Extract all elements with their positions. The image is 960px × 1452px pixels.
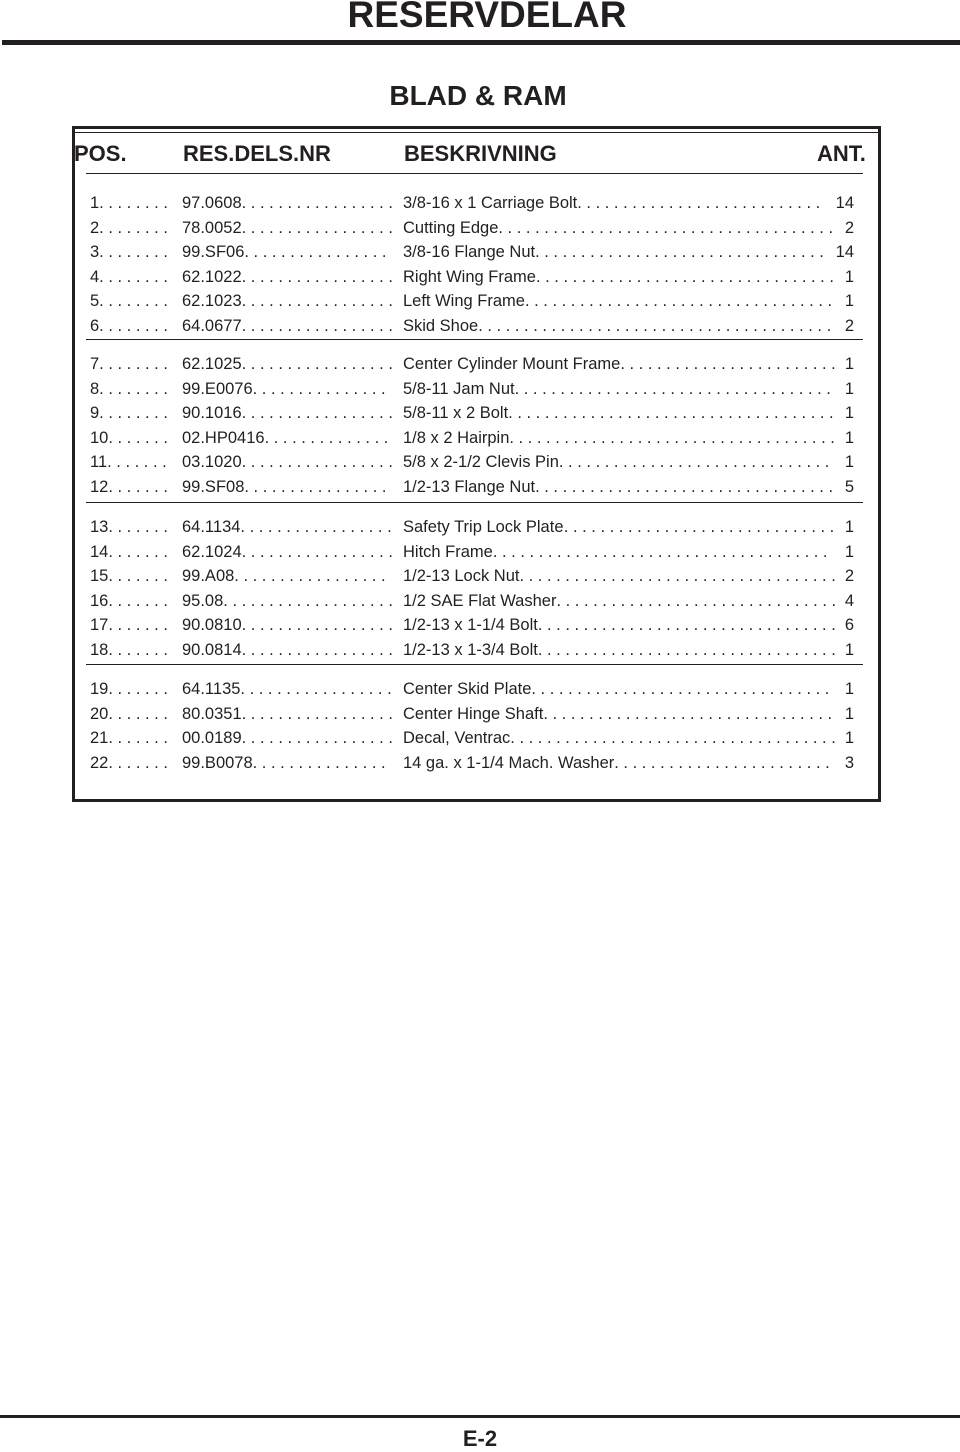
part-number: 90.0810 bbox=[182, 616, 242, 634]
part-description: Right Wing Frame bbox=[403, 267, 536, 286]
part-description: 5/8-11 x 2 Bolt bbox=[403, 404, 509, 422]
part-quantity: 1 bbox=[844, 680, 854, 698]
dot-leader: . . . . . . . bbox=[108, 591, 168, 610]
dot-leader: . . . . . . . bbox=[107, 453, 167, 471]
part-description: 14 ga. x 1-1/4 Mach. Washer bbox=[403, 753, 615, 772]
position-number: 9 bbox=[90, 404, 100, 422]
table-row bbox=[90, 515, 854, 539]
dot-leader: . . . . . . . . . . . . . . . . . . . . . . . . . . . . . . . . . . . . . bbox=[492, 542, 828, 561]
part-number: 64.1134 bbox=[182, 518, 241, 536]
part-number: 99.E0076 bbox=[182, 379, 253, 398]
dot-leader: . . . . . . . bbox=[108, 428, 168, 447]
dot-leader: . . . . . . . . . . . . . . . . . . . bbox=[223, 591, 393, 610]
dot-leader: . . . . . . . . . . . . . . bbox=[264, 428, 389, 447]
position-number: 10 bbox=[90, 428, 109, 447]
footer-rule bbox=[0, 1415, 960, 1418]
part-description: Left Wing Frame bbox=[403, 292, 525, 310]
dot-leader: . . . . . . . . . . . . . . . . . . . . . . . . . . . . . . . . . bbox=[531, 680, 830, 698]
part-quantity: 1 bbox=[844, 453, 854, 471]
dot-leader: . . . . . . . . bbox=[99, 379, 168, 398]
part-description: 1/2-13 Lock Nut bbox=[403, 567, 520, 585]
table-row bbox=[90, 540, 854, 564]
part-number: 90.0814 bbox=[182, 640, 242, 659]
dot-leader: . . . . . . . . . . . . . . . . . . . . . . . . . . . . . . . . bbox=[535, 243, 824, 261]
dot-leader: . . . . . . . . bbox=[99, 218, 168, 237]
dot-leader: . . . . . . . bbox=[108, 753, 168, 772]
table-row bbox=[90, 426, 854, 450]
dot-leader: . . . . . . . . . . . . . . . bbox=[252, 379, 386, 398]
dot-leader: . . . . . . . . . . . . . . . . . . . . . . . . . . . . . . . bbox=[556, 591, 837, 610]
part-number: 78.0052 bbox=[182, 218, 242, 237]
table-row bbox=[90, 265, 854, 289]
position-number: 15 bbox=[90, 567, 109, 585]
part-quantity: 6 bbox=[844, 616, 854, 634]
dot-leader: . . . . . . . . . . . . . . . . . bbox=[241, 292, 393, 310]
dot-leader: . . . . . . . . . . . . . . . . . . . . . . . . . . . . . . bbox=[563, 518, 835, 536]
position-number: 12 bbox=[90, 477, 109, 496]
column-header-pos: POS. bbox=[74, 141, 127, 166]
page-number: E-2 bbox=[462, 1426, 498, 1451]
table-row bbox=[90, 401, 854, 425]
dot-leader: . . . . . . . . bbox=[99, 316, 168, 335]
part-quantity: 1 bbox=[844, 518, 854, 536]
part-description: 1/2-13 x 1-3/4 Bolt bbox=[403, 640, 538, 659]
table-row bbox=[90, 352, 854, 376]
part-quantity: 1 bbox=[844, 355, 854, 373]
dot-leader: . . . . . . . . . . . . . . . . . bbox=[241, 218, 393, 237]
table-row bbox=[90, 677, 854, 701]
part-quantity: 1 bbox=[844, 267, 854, 286]
dot-leader: . . . . . . . bbox=[108, 729, 168, 747]
part-number: 03.1020 bbox=[182, 453, 242, 471]
part-quantity: 2 bbox=[844, 218, 854, 237]
part-description: 1/8 x 2 Hairpin bbox=[403, 428, 510, 447]
part-number: 99.SF06 bbox=[182, 243, 245, 261]
dot-leader: . . . . . . . bbox=[108, 680, 168, 698]
table-row bbox=[90, 613, 854, 637]
dot-leader: . . . . . . . . . . . . . . . . . . . . . . . . . . . . . . . . . . . . bbox=[510, 729, 836, 747]
table-row bbox=[90, 589, 854, 613]
dot-leader: . . . . . . . . . . . . . . . . . . . . . . . . . . . . . . . . . . bbox=[524, 292, 833, 310]
dot-leader: . . . . . . . . . . . . . . . . . bbox=[241, 729, 393, 747]
position-number: 7 bbox=[90, 355, 100, 373]
dot-leader: . . . . . . . . bbox=[99, 404, 168, 422]
position-number: 1 bbox=[90, 194, 100, 212]
position-number: 14 bbox=[90, 542, 109, 561]
group-divider bbox=[86, 339, 863, 340]
table-row bbox=[90, 216, 854, 240]
position-number: 5 bbox=[90, 292, 100, 310]
table-row bbox=[90, 240, 854, 264]
position-number: 3 bbox=[90, 243, 100, 261]
dot-leader: . . . . . . . . . . . . . . . . . bbox=[234, 567, 386, 585]
position-number: 4 bbox=[90, 267, 100, 286]
part-quantity: 1 bbox=[844, 292, 854, 310]
part-number: 80.0351 bbox=[182, 704, 242, 723]
part-number: 99.SF08 bbox=[182, 477, 245, 496]
dot-leader: . . . . . . . bbox=[108, 616, 168, 634]
table-row bbox=[90, 726, 854, 750]
position-number: 18 bbox=[90, 640, 109, 659]
part-description: 3/8-16 Flange Nut bbox=[403, 243, 536, 261]
dot-leader: . . . . . . . . . . . . . . . . . . . . . . . . . . . . . . . . . bbox=[537, 640, 836, 659]
part-description: Safety Trip Lock Plate bbox=[403, 518, 564, 536]
part-number: 62.1022 bbox=[182, 267, 242, 286]
position-number: 2 bbox=[90, 218, 100, 237]
part-quantity: 1 bbox=[844, 379, 854, 398]
part-description: Center Hinge Shaft bbox=[403, 704, 544, 723]
part-description: Decal, Ventrac bbox=[403, 729, 511, 747]
column-header-quantity: ANT. bbox=[817, 141, 866, 166]
part-quantity: 14 bbox=[835, 194, 854, 212]
position-number: 16 bbox=[90, 591, 109, 610]
part-description: 5/8-11 Jam Nut bbox=[403, 379, 515, 398]
part-quantity: 14 bbox=[835, 243, 854, 261]
table-row bbox=[90, 564, 854, 588]
part-quantity: 3 bbox=[844, 753, 854, 772]
part-description: 1/2-13 Flange Nut bbox=[403, 477, 536, 496]
dot-leader: . . . . . . . . . . . . . . . . . . . . . . . . bbox=[620, 355, 836, 373]
dot-leader: . . . . . . . . . . . . . . . . . . . . . . . . bbox=[614, 753, 830, 772]
dot-leader: . . . . . . . . . . . . . . . bbox=[252, 753, 386, 772]
part-number: 99.A08 bbox=[182, 567, 235, 585]
dot-leader: . . . . . . . . . . . . . . . . . . . . . . . . . . . . . . . . . bbox=[535, 267, 834, 286]
dot-leader: . . . . . . . . bbox=[99, 194, 168, 212]
dot-leader: . . . . . . . . . . . . . . . . . . . . . . . . . . . . . . . . . . . . bbox=[509, 428, 835, 447]
table-row bbox=[90, 377, 854, 401]
position-number: 11 bbox=[90, 453, 108, 471]
part-quantity: 1 bbox=[844, 704, 854, 723]
part-description: 1/2 SAE Flat Washer bbox=[403, 591, 557, 610]
part-description: Skid Shoe bbox=[403, 316, 479, 335]
dot-leader: . . . . . . . . . . . . . . . . . bbox=[241, 542, 393, 561]
dot-leader: . . . . . . . . . . . . . . . . . bbox=[241, 267, 393, 286]
position-number: 13 bbox=[90, 518, 109, 536]
dot-leader: . . . . . . . . . . . . . . . . . bbox=[241, 355, 393, 373]
dot-leader: . . . . . . . bbox=[108, 640, 168, 659]
dot-leader: . . . . . . . . . . . . . . . . . . . . . . . . . . . . . . . . . bbox=[537, 616, 836, 634]
part-number: 62.1024 bbox=[182, 542, 242, 561]
group-divider bbox=[86, 502, 863, 503]
position-number: 20 bbox=[90, 704, 109, 723]
part-number: 95.08 bbox=[182, 591, 224, 610]
part-quantity: 1 bbox=[844, 640, 854, 659]
dot-leader: . . . . . . . . . . . . . . . . . . . . . . . . . . . . . . bbox=[558, 453, 830, 471]
part-quantity: 5 bbox=[844, 477, 854, 496]
dot-leader: . . . . . . . bbox=[108, 518, 168, 536]
part-number: 90.1016 bbox=[182, 404, 242, 422]
table-row bbox=[90, 638, 854, 662]
position-number: 6 bbox=[90, 316, 100, 335]
dot-leader: . . . . . . . . . . . . . . . . . . . . . . . . . . . . . . . . bbox=[543, 704, 833, 723]
part-number: 02.HP0416 bbox=[182, 428, 265, 447]
part-quantity: 1 bbox=[844, 404, 854, 422]
part-number: 97.0608 bbox=[182, 194, 242, 212]
dot-leader: . . . . . . . . . . . . . . . . bbox=[244, 477, 387, 496]
part-description: Cutting Edge bbox=[403, 218, 499, 237]
part-description: Hitch Frame bbox=[403, 542, 493, 561]
dot-leader: . . . . . . . . . . . . . . . . . . . . . . . . . . . . . . . . . . . . . . . bbox=[478, 316, 832, 335]
dot-leader: . . . . . . . . . . . . . . . . . . . . . . . . . . . . . . . . . bbox=[535, 477, 834, 496]
part-quantity: 1 bbox=[844, 729, 854, 747]
dot-leader: . . . . . . . bbox=[108, 567, 168, 585]
position-number: 17 bbox=[90, 616, 109, 634]
part-number: 62.1023 bbox=[182, 292, 242, 310]
part-quantity: 4 bbox=[844, 591, 854, 610]
part-quantity: 2 bbox=[844, 316, 854, 335]
dot-leader: . . . . . . . . . . . . . . . . . bbox=[241, 616, 393, 634]
table-row bbox=[90, 450, 854, 474]
part-quantity: 1 bbox=[844, 428, 854, 447]
table-row bbox=[90, 289, 854, 313]
page-title: RESERVDELAR bbox=[347, 0, 627, 35]
dot-leader: . . . . . . . . . . . . . . . . . . . . . . . . . . . . . . . . . . . . bbox=[508, 404, 834, 422]
box-inner-rule bbox=[75, 132, 878, 133]
table-row bbox=[90, 702, 854, 726]
dot-leader: . . . . . . . . . . . . . . . . . bbox=[241, 704, 393, 723]
dot-leader: . . . . . . . . bbox=[99, 243, 168, 261]
column-header-description: BESKRIVNING bbox=[404, 141, 557, 166]
dot-leader: . . . . . . . bbox=[108, 542, 168, 561]
table-row bbox=[90, 751, 854, 775]
dot-leader: . . . . . . . . bbox=[99, 267, 168, 286]
dot-leader: . . . . . . . bbox=[108, 477, 168, 496]
dot-leader: . . . . . . . . . . . . . . . . . bbox=[240, 518, 392, 536]
column-header-part-number: RES.DELS.NR bbox=[183, 141, 331, 166]
table-row bbox=[90, 314, 854, 338]
part-number: 64.1135 bbox=[182, 680, 241, 698]
dot-leader: . . . . . . . . . . . . . . . . . bbox=[241, 640, 393, 659]
part-description: 3/8-16 x 1 Carriage Bolt bbox=[403, 194, 578, 212]
dot-leader: . . . . . . . . . . . . . . . . . bbox=[241, 453, 393, 471]
title-rule bbox=[2, 40, 960, 45]
part-number: 64.0677 bbox=[182, 316, 242, 335]
position-number: 22 bbox=[90, 753, 109, 772]
part-number: 00.0189 bbox=[182, 729, 242, 747]
part-description: Center Skid Plate bbox=[403, 680, 532, 698]
part-description: 1/2-13 x 1-1/4 Bolt bbox=[403, 616, 538, 634]
header-rule bbox=[86, 173, 863, 174]
position-number: 8 bbox=[90, 379, 100, 398]
part-quantity: 1 bbox=[844, 542, 854, 561]
dot-leader: . . . . . . . . . . . . . . . . . . . . . . . . . . . . . . . . . . . bbox=[519, 567, 836, 585]
group-divider bbox=[86, 664, 863, 665]
dot-leader: . . . . . . . . . . . . . . . . . . . . . . . . . . . . . . . . . . . . . bbox=[498, 218, 834, 237]
dot-leader: . . . . . . . . bbox=[99, 355, 168, 373]
part-number: 62.1025 bbox=[182, 355, 242, 373]
dot-leader: . . . . . . . . . . . . . . . . . . . . . . . . . . . . . . . . . . . bbox=[514, 379, 831, 398]
dot-leader: . . . . . . . . bbox=[99, 292, 168, 310]
section-title: BLAD & RAM bbox=[389, 80, 567, 111]
part-description: 5/8 x 2-1/2 Clevis Pin bbox=[403, 453, 559, 471]
dot-leader: . . . . . . . . . . . . . . . . . bbox=[240, 680, 392, 698]
dot-leader: . . . . . . . bbox=[108, 704, 168, 723]
position-number: 21 bbox=[90, 729, 109, 747]
part-description: Center Cylinder Mount Frame bbox=[403, 355, 621, 373]
table-row bbox=[90, 475, 854, 499]
table-row bbox=[90, 191, 854, 215]
dot-leader: . . . . . . . . . . . . . . . . . . . . . . . . . . . bbox=[577, 194, 821, 212]
part-quantity: 2 bbox=[844, 567, 854, 585]
dot-leader: . . . . . . . . . . . . . . . . . bbox=[241, 404, 393, 422]
position-number: 19 bbox=[90, 680, 109, 698]
dot-leader: . . . . . . . . . . . . . . . . . bbox=[241, 316, 393, 335]
part-number: 99.B0078 bbox=[182, 753, 253, 772]
dot-leader: . . . . . . . . . . . . . . . . . bbox=[241, 194, 393, 212]
dot-leader: . . . . . . . . . . . . . . . . bbox=[244, 243, 387, 261]
